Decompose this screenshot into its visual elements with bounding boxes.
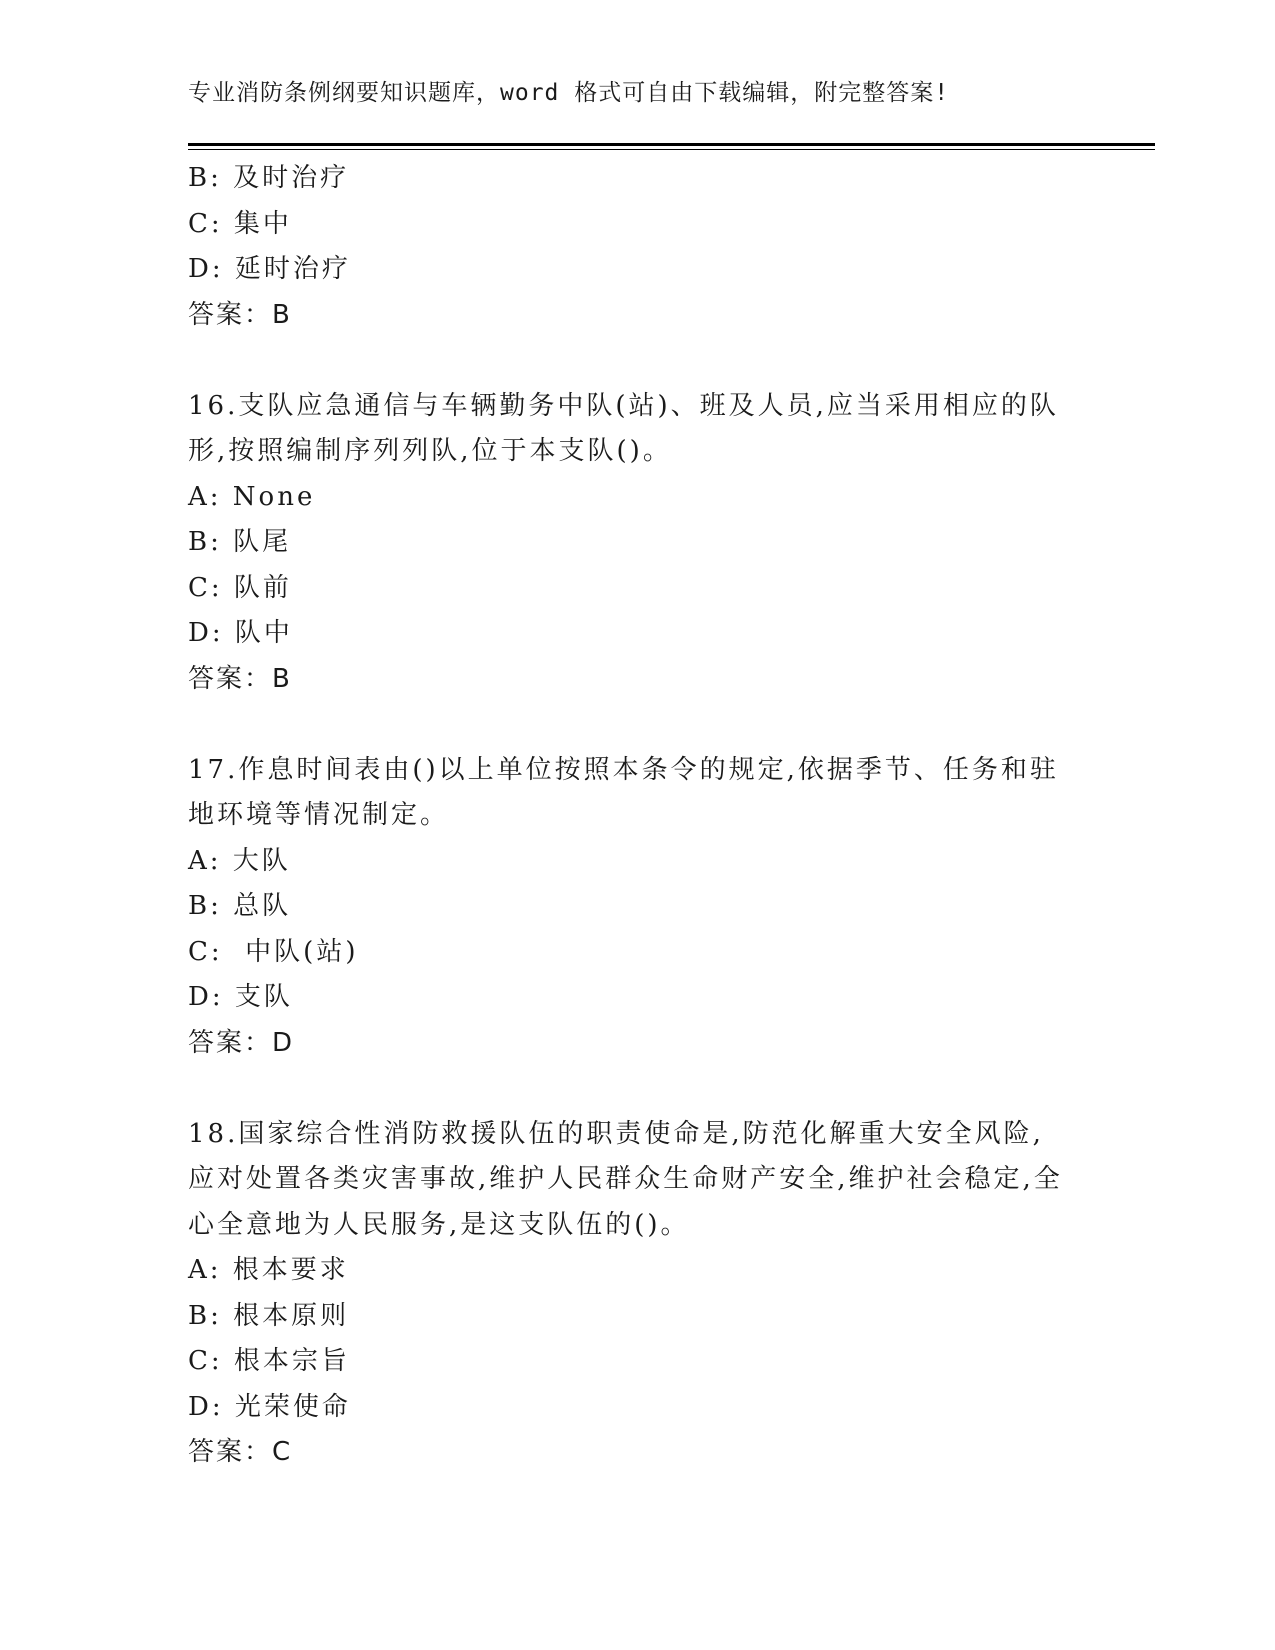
option-c: C: 集中 <box>188 208 292 239</box>
question-stem-line: 17.作息时间表由()以上单位按照本条令的规定,依据季节、任务和驻 <box>188 754 1059 785</box>
option-a: A: None <box>188 481 316 512</box>
page-header: 专业消防条例纲要知识题库，word 格式可自由下载编辑，附完整答案! <box>188 80 950 106</box>
answer-line: 答案：B <box>188 663 292 694</box>
answer-line: 答案：C <box>188 1437 293 1467</box>
question-17 <box>188 748 1088 1067</box>
option-b: B: 及时治疗 <box>188 163 350 193</box>
option-d: D: 延时治疗 <box>188 254 351 284</box>
question-stem-line: 地环境等情况制定。 <box>188 800 450 830</box>
question-content <box>188 156 1088 1476</box>
header-rule-thin <box>188 149 1155 150</box>
option-d: D: 光荣使命 <box>188 1391 351 1422</box>
question-stem-line: 心全意地为人民服务,是这支队伍的()。 <box>188 1209 690 1240</box>
question-stem-line: 18.国家综合性消防救援队伍的职责使命是,防范化解重大安全风险, <box>188 1118 1044 1149</box>
answer-line: 答案：B <box>188 299 292 330</box>
question-stem-line: 16.支队应急通信与车辆勤务中队(站)、班及人员,应当采用相应的队 <box>188 390 1059 421</box>
option-b: B: 根本原则 <box>188 1300 350 1331</box>
option-b: B: 队尾 <box>188 527 292 557</box>
question-stem-line: 形,按照编制序列列队,位于本支队()。 <box>188 436 672 466</box>
option-d: D: 队中 <box>188 618 293 648</box>
option-c: C: 中队(站) <box>188 936 359 967</box>
option-a: A: 大队 <box>188 845 291 876</box>
question-stem-line: 应对处置各类灾害事故,维护人民群众生命财产安全,维护社会稳定,全 <box>188 1164 1063 1194</box>
header-rule-thick <box>188 143 1155 146</box>
option-a: A: 根本要求 <box>188 1255 349 1285</box>
question-16 <box>188 384 1088 703</box>
option-c: C: 根本宗旨 <box>188 1346 350 1376</box>
option-c: C: 队前 <box>188 572 292 603</box>
continued-question <box>188 156 1088 338</box>
option-b: B: 总队 <box>188 891 292 921</box>
option-d: D: 支队 <box>188 982 293 1012</box>
answer-line: 答案：D <box>188 1027 295 1058</box>
question-18 <box>188 1112 1088 1476</box>
